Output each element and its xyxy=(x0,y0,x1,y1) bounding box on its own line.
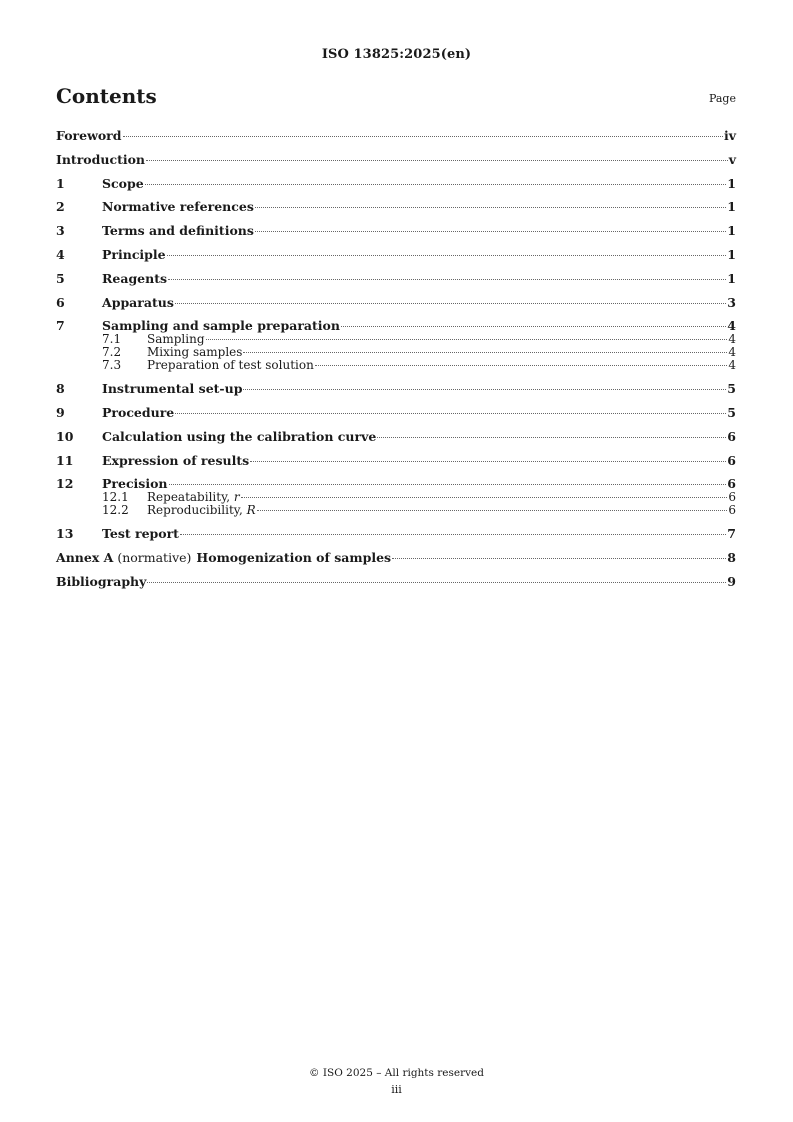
toc-entry-title xyxy=(56,550,391,565)
toc-entry-test-report[interactable] xyxy=(56,526,736,541)
toc-entry-page: 4 xyxy=(728,345,736,360)
toc-entry-title: Introduction xyxy=(56,151,146,167)
dot-leader xyxy=(392,558,726,559)
table-of-contents xyxy=(56,128,736,589)
document-header-title: ISO 13825:2025(en) xyxy=(321,47,472,62)
toc-entry-introduction[interactable] xyxy=(56,152,736,167)
dot-leader xyxy=(175,303,726,304)
toc-entry-number: 1 xyxy=(56,175,65,191)
toc-entry-title: Principle xyxy=(102,246,166,262)
annex-title: Homogenization of samples xyxy=(196,549,392,565)
page-column-label: Page xyxy=(708,92,736,105)
toc-entry-page: 6 xyxy=(727,428,736,444)
toc-entry-number: 5 xyxy=(56,270,65,286)
toc-subentry-reproducibility[interactable] xyxy=(56,504,736,517)
toc-entry-title: Terms and definitions xyxy=(102,223,254,239)
toc-entry-title-text: Reproducibility, xyxy=(147,503,247,518)
dot-leader xyxy=(255,207,726,208)
toc-entry-title: Foreword xyxy=(56,128,122,143)
toc-entry-title: Mixing samples xyxy=(147,345,243,360)
toc-entry-page: 3 xyxy=(727,294,736,310)
dot-leader xyxy=(255,231,726,232)
toc-entry-title: Normative references xyxy=(102,199,254,215)
toc-entry-title: Instrumental set-up xyxy=(102,381,243,397)
toc-entry-page: 6 xyxy=(727,452,736,468)
dot-leader xyxy=(243,389,726,390)
dot-leader xyxy=(257,510,728,511)
toc-entry-page: 6 xyxy=(728,490,736,505)
toc-entry-title: Sampling and sample preparation xyxy=(102,318,340,334)
toc-entry-symbol: R xyxy=(246,503,256,518)
toc-entry-instrumental-set-up[interactable] xyxy=(56,381,736,396)
toc-entry-page: 7 xyxy=(727,526,736,542)
toc-entry-title: Calculation using the calibration curve xyxy=(102,428,377,444)
dot-leader xyxy=(146,160,728,161)
dot-leader xyxy=(341,326,726,327)
toc-entry-number: 12 xyxy=(56,476,74,492)
toc-entry-title: Scope xyxy=(102,175,144,191)
toc-entry-number: 2 xyxy=(56,199,65,215)
toc-entry-procedure[interactable] xyxy=(56,405,736,420)
toc-entry-page: 5 xyxy=(727,404,736,420)
toc-entry-number: 7.3 xyxy=(102,358,122,373)
toc-entry-title: Test report xyxy=(102,526,179,542)
dot-leader xyxy=(206,339,728,340)
toc-entry-page: 1 xyxy=(727,246,736,262)
toc-entry-number: 8 xyxy=(56,381,65,397)
page-number: iii xyxy=(391,1083,402,1096)
toc-entry-symbol: r xyxy=(233,490,240,505)
dot-leader xyxy=(145,184,727,185)
toc-subentry-preparation-of-test-solution[interactable] xyxy=(56,359,736,372)
toc-entry-page: 1 xyxy=(727,270,736,286)
toc-entry-page: 1 xyxy=(727,175,736,191)
toc-entry-bibliography[interactable] xyxy=(56,574,736,589)
toc-entry-page: 4 xyxy=(728,358,736,373)
toc-entry-number: 4 xyxy=(56,246,65,262)
toc-entry-number: 12.2 xyxy=(102,503,129,518)
dot-leader xyxy=(167,255,727,256)
toc-entry-title: Expression of results xyxy=(102,452,250,468)
toc-entry-page: 6 xyxy=(727,476,736,492)
toc-entry-title: Reagents xyxy=(102,270,168,286)
dot-leader xyxy=(180,534,726,535)
toc-entry-page: 6 xyxy=(728,503,736,518)
annex-kind: (normative) xyxy=(113,549,192,565)
toc-entry-apparatus[interactable] xyxy=(56,295,736,310)
toc-entry-terms-and-definitions[interactable] xyxy=(56,223,736,238)
toc-entry-title: Procedure xyxy=(102,404,175,420)
toc-entry-normative-references[interactable] xyxy=(56,199,736,214)
toc-entry-number: 11 xyxy=(56,452,74,468)
toc-entry-title: Precision xyxy=(102,476,168,492)
toc-entry-page: 9 xyxy=(727,573,736,589)
dot-leader xyxy=(169,484,727,485)
dot-leader xyxy=(377,437,726,438)
dot-leader xyxy=(241,497,728,498)
dot-leader xyxy=(243,352,727,353)
toc-entry-page: v xyxy=(728,151,736,167)
toc-entry-page: 5 xyxy=(727,381,736,397)
toc-entry-title: Sampling xyxy=(147,332,205,347)
toc-entry-scope[interactable] xyxy=(56,176,736,191)
toc-entry-page: 1 xyxy=(727,199,736,215)
dot-leader xyxy=(123,136,723,137)
toc-entry-title: Bibliography xyxy=(56,573,147,589)
toc-entry-number: 9 xyxy=(56,404,65,420)
annex-label: Annex A xyxy=(56,549,114,565)
toc-entry-annex-a[interactable] xyxy=(56,550,736,565)
dot-leader xyxy=(175,413,726,414)
toc-entry-number: 6 xyxy=(56,294,65,310)
dot-leader xyxy=(168,279,726,280)
toc-entry-title: Apparatus xyxy=(102,294,174,310)
toc-entry-page: 4 xyxy=(727,318,736,334)
toc-entry-reagents[interactable] xyxy=(56,271,736,286)
toc-entry-sampling-and-sample-preparation[interactable] xyxy=(56,318,736,333)
toc-entry-number: 10 xyxy=(56,428,74,444)
toc-entry-number: 13 xyxy=(56,526,74,542)
toc-entry-title-text: Repeatability, xyxy=(147,490,234,505)
toc-entry-calculation-using-calibration-curve[interactable] xyxy=(56,429,736,444)
toc-entry-page: 8 xyxy=(727,549,736,565)
toc-entry-page: 4 xyxy=(728,332,736,347)
dot-leader xyxy=(315,365,728,366)
toc-entry-principle[interactable] xyxy=(56,247,736,262)
toc-entry-number: 7.2 xyxy=(102,345,122,360)
dot-leader xyxy=(147,582,726,583)
toc-entry-page: iv xyxy=(723,128,736,143)
copyright-notice: © ISO 2025 – All rights reserved xyxy=(309,1067,484,1079)
toc-entry-number: 3 xyxy=(56,223,65,239)
dot-leader xyxy=(250,461,726,462)
toc-entry-title: Preparation of test solution xyxy=(147,358,314,373)
toc-entry-page: 1 xyxy=(727,223,736,239)
toc-entry-precision[interactable] xyxy=(56,476,736,491)
toc-entry-number: 7.1 xyxy=(102,332,122,347)
toc-entry-expression-of-results[interactable] xyxy=(56,453,736,468)
toc-entry-title xyxy=(147,504,256,517)
toc-entry-number: 12.1 xyxy=(102,490,129,505)
toc-entry-foreword[interactable] xyxy=(56,128,736,143)
toc-entry-number: 7 xyxy=(56,318,65,334)
contents-heading: Contents xyxy=(56,84,157,108)
